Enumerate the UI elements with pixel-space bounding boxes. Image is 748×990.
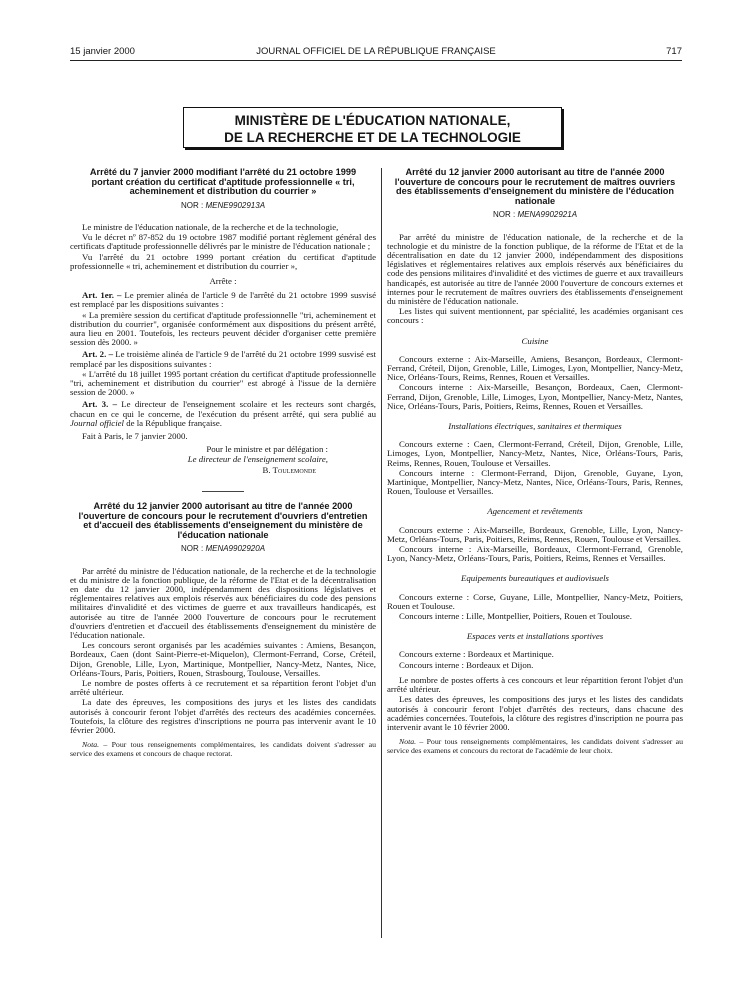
paragraph: Le nombre de postes offerts à ce recrutement et sa répartition feront l'objet d'un arrêté ultérieur.: [70, 678, 376, 698]
article-label: Art. 1er. –: [82, 290, 122, 301]
quote: « L'arrêté du 18 juillet 1995 portant création du certificat d'aptitude professionnelle "tri, acheminement et distribution du courrier" est abrogé à l'issue de la dernière session de 2000. »: [70, 368, 376, 398]
concours-line: Concours externe : Aix-Marseille, Amiens, Besançon, Bordeaux, Clermont-Ferrand, Créteil, Dijon, Grenoble, Lille, Limoges, Lyon, Montpellier, Nancy-Metz, Nice, Orléans-Tours, Reims, Rennes, Rouen et Versailles.: [387, 353, 683, 383]
ministry-box: [183, 107, 562, 148]
quote: « La première session du certificat d'aptitude professionnelle "tri, acheminement et distribution du courrier", organisée conformément aux dispositions du présent arrêté, aura lieu en 2001. Toutefois, les recteurs peuvent décider d'organiser cette première session dès 2000. »: [70, 309, 376, 348]
article-2: [70, 350, 376, 368]
article-text: Le troisième alinéa de l'article 9 de l'arrêté du 21 octobre 1999 susvisé est remplacé par les dispositions suivantes :: [70, 349, 377, 369]
nor-code: MENE9902913A: [205, 200, 266, 210]
nota-text: Pour tous renseignements complémentaires, les candidats doivent s'adresser au service des examens et concours du rectorat de l'académie de leur choix.: [387, 737, 684, 755]
nor-code: MENA9902920A: [205, 544, 266, 554]
concours-line: Concours externe : Bordeaux et Martinique.: [399, 649, 554, 660]
paragraph: Les concours seront organisés par les académies suivantes : Amiens, Besançon, Bordeaux, Caen (dont Saint-Pierre-et-Miquelon), Clermont-Ferrand, Corse, Créteil, Dijon, Grenoble, Lille, Lyon, Martinique, Montpellier, Nancy-Metz, Nantes, Nice, Orléans-Tours, Paris, Poitiers, Rouen, Strasbourg, Toulouse, Versailles.: [70, 640, 376, 678]
column-divider: [381, 168, 382, 938]
article-text: de la République française.: [126, 417, 222, 428]
ministry-line-1: MINISTÈRE DE L'ÉDUCATION NATIONALE,: [234, 113, 511, 128]
paragraph: La date des épreuves, les compositions des jurys et les listes des candidats autorisés à concourir feront l'objet d'arrêtés des recteurs des académies concernées. Toutefois, la clôture des registres d'inscriptions ne pourra pas intervenir avant le 10 février 2000.: [70, 697, 376, 736]
concours-line: Concours interne : Aix-Marseille, Besançon, Bordeaux, Caen, Clermont-Ferrand, Dijon, Grenoble, Lille, Limoges, Lyon, Montpellier, Nancy-Metz, Nantes, Nice, Orléans-Tours, Paris, Poitiers, Reims, Rennes, Rouen et Versailles.: [387, 382, 683, 411]
journal-title: JOURNAL OFFICIEL DE LA RÉPUBLIQUE FRANÇAISE: [256, 46, 496, 57]
specialty-heading: Cuisine: [521, 335, 549, 346]
header-date: 15 janvier 2000: [70, 46, 135, 57]
concours-line: Concours interne : Bordeaux et Dijon.: [399, 659, 534, 670]
arrete-heading: Arrête :: [209, 276, 237, 286]
nor-code: MENA9902921A: [517, 210, 578, 220]
nota-label: Nota. –: [82, 740, 108, 750]
journal-officiel-ref: Journal officiel: [70, 417, 124, 428]
page-number: 717: [666, 46, 682, 57]
specialty-heading: Installations électriques, sanitaires et thermiques: [448, 421, 622, 432]
right-column: [387, 168, 683, 756]
nota-note: [387, 738, 683, 755]
nor-reference: [70, 544, 376, 553]
paragraph: Les listes qui suivent mentionnent, par spécialité, les académies organisant ces concours :: [387, 306, 683, 326]
nor-label: NOR :: [180, 544, 204, 554]
header-rule: [70, 60, 682, 61]
page-header: [70, 46, 682, 60]
ministry-line-2: DE LA RECHERCHE ET DE LA TECHNOLOGIE: [224, 130, 521, 145]
specialty-heading: Equipements bureautiques et audiovisuels: [461, 573, 609, 584]
article-text: Le premier alinéa de l'article 9 de l'arrêté du 21 octobre 1999 susvisé est remplacé par les dispositions suivantes :: [70, 290, 376, 310]
paragraph: Par arrêté du ministre de l'éducation nationale, de la recherche et de la technologie et du ministre de la fonction publique, de la réforme de l'Etat et de la décentralisation en date du 12 janvier 2000, indépendamment des dispositions législatives et réglementaires relatives aux emplois réservés aux bénéficiaires du code des pensions militaires d'invalidité et des victimes de guerre et aux travailleurs handicapés, est autorisée au titre de l'année 2000 l'ouverture de concours pour le recrutement d'ouvriers d'entretien et d'accueil des établissements d'enseignement du ministère de l'éducation nationale.: [70, 565, 376, 641]
nor-label: NOR :: [492, 210, 516, 220]
concours-line: Concours externe : Aix-Marseille, Bordeaux, Grenoble, Lille, Lyon, Nancy-Metz, Orléans-Tours, Paris, Poitiers, Reims, Rennes, Rouen, Toulouse et Versailles.: [387, 524, 683, 544]
paragraph: Les dates des épreuves, les compositions des jurys et les listes des candidats autorisés à concourir feront l'objet d'arrêtés des recteurs, dans chacune des académies concernées. Toutefois, la clôture des registres d'inscription ne pourra pas intervenir avant le 10 février 2000.: [387, 694, 683, 732]
article-title: Arrêté du 12 janvier 2000 autorisant au titre de l'année 2000 l'ouverture de concours pour le recrutement de maîtres ouvriers des établissements d'enseignement du ministère de l'éducation nationale: [394, 167, 676, 206]
nota-text: Pour tous renseignements complémentaires, les candidats doivent s'adresser au service des examens et concours de chaque rectorat.: [70, 740, 377, 758]
article-label: Art. 3. –: [82, 399, 117, 410]
signature-line: Pour le ministre et par délégation :: [206, 444, 328, 455]
specialty-heading: Espaces verts et installations sportives: [466, 631, 604, 642]
article-text: Le directeur de l'enseignement scolaire et les recteurs sont chargés, chacun en ce qui le concerne, de l'exécution du présent arrêté, qui sera publié au: [70, 399, 377, 419]
fait-line: Fait à Paris, le 7 janvier 2000.: [82, 431, 188, 442]
concours-line: Concours externe : Caen, Clermont-Ferrand, Créteil, Dijon, Grenoble, Lille, Limoges, Lyon, Montpellier, Nancy-Metz, Nantes, Nice, Orléans-Tours, Paris, Reims, Rennes, Rouen, Toulouse et Versailles.: [387, 439, 683, 468]
nota-note: [70, 741, 376, 758]
section-separator: [70, 485, 376, 494]
article-label: Art. 2. –: [82, 349, 113, 360]
left-column: [70, 168, 376, 759]
signatory-name: B. Toulemonde: [262, 464, 316, 475]
paragraph: Le nombre de postes offerts à ces concours et leur répartition feront l'objet d'un arrêté ultérieur.: [387, 674, 683, 695]
paragraph: Vu le décret nº 87-852 du 19 octobre 1987 modifié portant règlement général des certificats d'aptitude professionnelle délivrés par le ministre de l'éducation nationale ;: [70, 232, 376, 252]
concours-line: Concours interne : Aix-Marseille, Bordeaux, Clermont-Ferrand, Grenoble, Lyon, Nancy-Metz, Orléans-Tours, Paris, Poitiers, Reims, Rennes et Versailles.: [387, 544, 683, 564]
concours-line: Concours interne : Clermont-Ferrand, Dijon, Grenoble, Guyane, Lyon, Martinique, Montpellier, Nancy-Metz, Nantes, Nice, Orléans-Tours, Paris, Rennes, Rouen, Toulouse et Versailles.: [387, 467, 683, 497]
nota-label: Nota. –: [399, 737, 424, 747]
paragraph: Le ministre de l'éducation nationale, de la recherche et de la technologie,: [82, 221, 339, 232]
article-title: Arrêté du 12 janvier 2000 autorisant au titre de l'année 2000 l'ouverture de concours pour le recrutement d'ouvriers d'entretien et d'accueil des établissements d'enseignement du ministère de l'éducation nationale: [78, 501, 368, 540]
nor-label: NOR :: [180, 200, 204, 210]
article-3: [70, 400, 376, 428]
concours-line: Concours interne : Lille, Montpellier, Poitiers, Rouen et Toulouse.: [399, 611, 632, 622]
article-1: [70, 291, 376, 309]
paragraph: Vu l'arrêté du 21 octobre 1999 portant création du certificat d'aptitude professionnelle « tri, acheminement et distribution du courrier »,: [70, 251, 376, 271]
paragraph: Par arrêté du ministre de l'éducation nationale, de la recherche et de la technologie et du ministre de la fonction publique, de la réforme de l'Etat et de la décentralisation en date du 12 janvier 2000, indépendamment des dispositions législatives et réglementaires relatives aux emplois réservés aux bénéficiaires du code des pensions militaires d'invalidité et des victimes de guerre et aux travailleurs handicapés, est autorisée au titre de l'année 2000 l'ouverture de concours externes et internes pour le recrutement de maîtres ouvriers des établissements d'enseignement du ministère de l'éducation nationale.: [387, 231, 683, 306]
article-title: Arrêté du 7 janvier 2000 modifiant l'arrêté du 21 octobre 1999 portant création du certificat d'aptitude professionnelle « tri, acheminement et distribution du courrier »: [89, 167, 357, 197]
concours-line: Concours externe : Corse, Guyane, Lille, Montpellier, Nancy-Metz, Poitiers, Rouen et Toulouse.: [387, 591, 683, 611]
signature-title: Le directeur de l'enseignement scolaire,: [187, 454, 328, 465]
nor-reference: [70, 201, 376, 210]
nor-reference: [387, 210, 683, 219]
specialty-heading: Agencement et revêtements: [487, 506, 583, 517]
